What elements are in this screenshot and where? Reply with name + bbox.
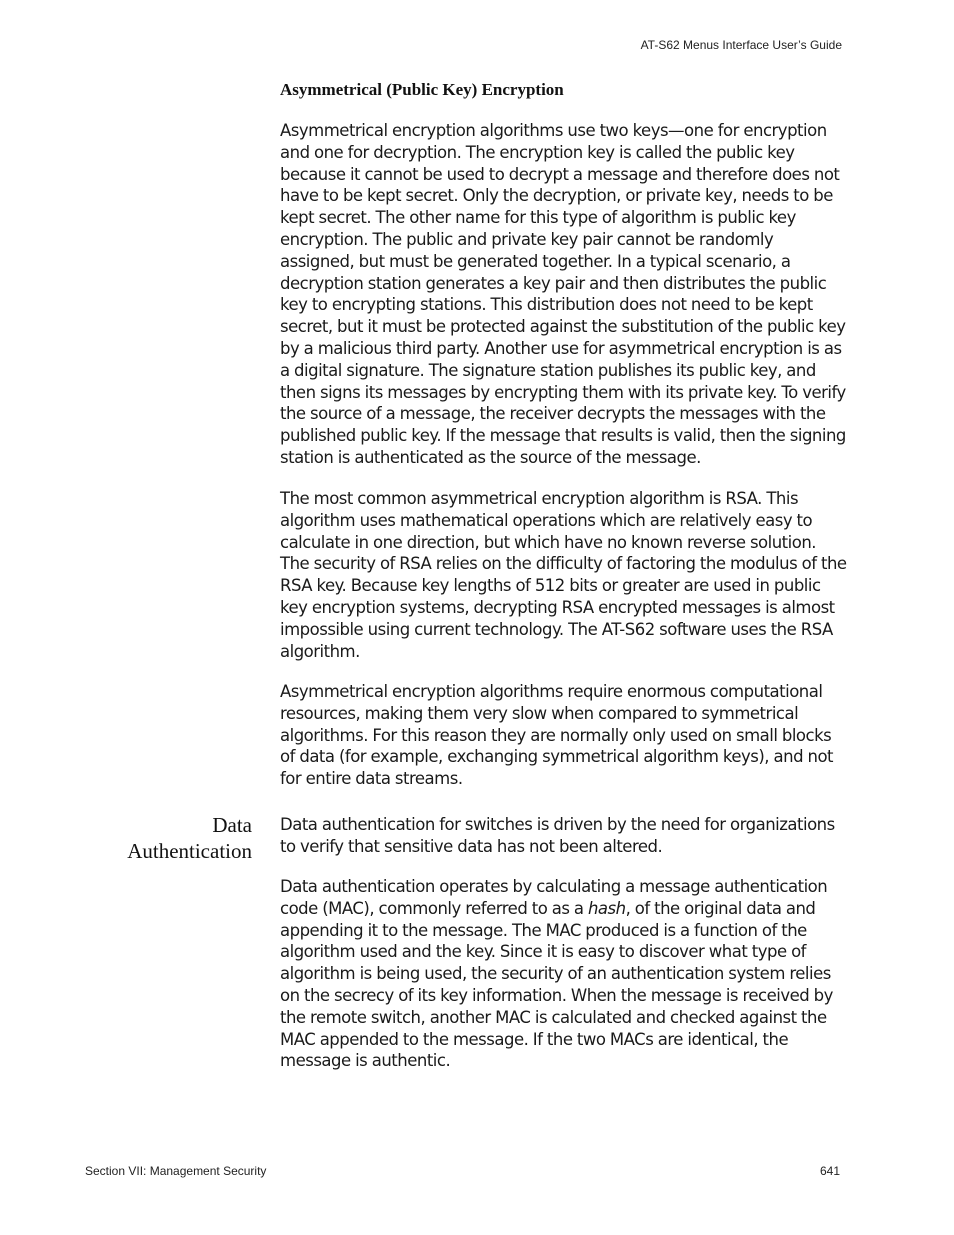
paragraph-4	[280, 814, 848, 858]
hash-term: hash	[587, 898, 626, 918]
paragraph-text: Asymmetrical encryption algorithms require enormous computational resources, making them very slow when compared to symmetrical algorithms. For this reason they are normally only used on small blocks of data (for example, exchanging symmetrical algorithm keys), and not for entire data streams.	[280, 682, 834, 789]
page-number: 641	[819, 1164, 840, 1178]
subheading-asymmetrical: Asymmetrical (Public Key) Encryption	[280, 80, 564, 99]
side-heading-line-2: Authentication	[127, 839, 252, 863]
paragraph-text	[280, 876, 848, 1072]
running-header: AT-S62 Menus Interface User’s Guide	[640, 38, 842, 52]
side-heading-line-1: Data	[212, 813, 252, 837]
paragraph-1	[280, 120, 848, 469]
side-heading-data-authentication	[60, 812, 252, 864]
paragraph-text: Asymmetrical encryption algorithms use two keys—one for encryption and one for decryption. The encryption key is called the public key because it cannot be used to decrypt a message and therefore does not have to be kept secret. Only the decryption, or private key, needs to be kept secret. The other name for this type of algorithm is public key encryption. The public and private key pair cannot be randomly assigned, but must be generated together. In a typical scenario, a decryption station generates a key pair and then distributes the public key to encrypting stations. This distribution does not need to be kept secret, but it must be protected against the substitution of the public key by a malicious third party. Another use for asymmetrical encryption is as a digital signature. The signature station publishes its public key, and then signs its messages by encrypting them with its private key. To verify the source of a message, the receiver decrypts the messages with the published public key. If the message that results is valid, then the signing station is authenticated as the source of the message.	[280, 121, 846, 467]
paragraph-3	[280, 681, 848, 790]
paragraph-5	[280, 876, 848, 1072]
paragraph-text: Data authentication for switches is driven by the need for organizations to verify that sensitive data has not been altered.	[280, 815, 835, 856]
paragraph-text: The most common asymmetrical encryption algorithm is RSA. This algorithm uses mathematical operations which are relatively easy to calculate in one direction, but which have no known reverse solution. The security of RSA relies on the difficulty of factoring the modulus of the RSA key. Because key lengths of 512 bits or greater are used in public key encryption systems, decrypting RSA encrypted messages is almost impossible using current technology. The AT-S62 software uses the RSA algorithm.	[280, 489, 847, 661]
footer-section: Section VII: Management Security	[85, 1164, 267, 1178]
para-text-before: Data authentication operates by calculating a message authentication code (MAC), commonly referred to as a	[280, 877, 828, 918]
paragraph-2	[280, 488, 848, 662]
para-text-after: , of the original data and appending it to the message. The MAC produced is a function of the algorithm used and the key. Since it is easy to discover what type of algorithm is being used, the security of an authentication system relies on the secrecy of its key information. When the message is received by the remote switch, another MAC is calculated and checked against the MAC appended to the message. If the two MACs are identical, the message is authentic.	[280, 898, 833, 1071]
